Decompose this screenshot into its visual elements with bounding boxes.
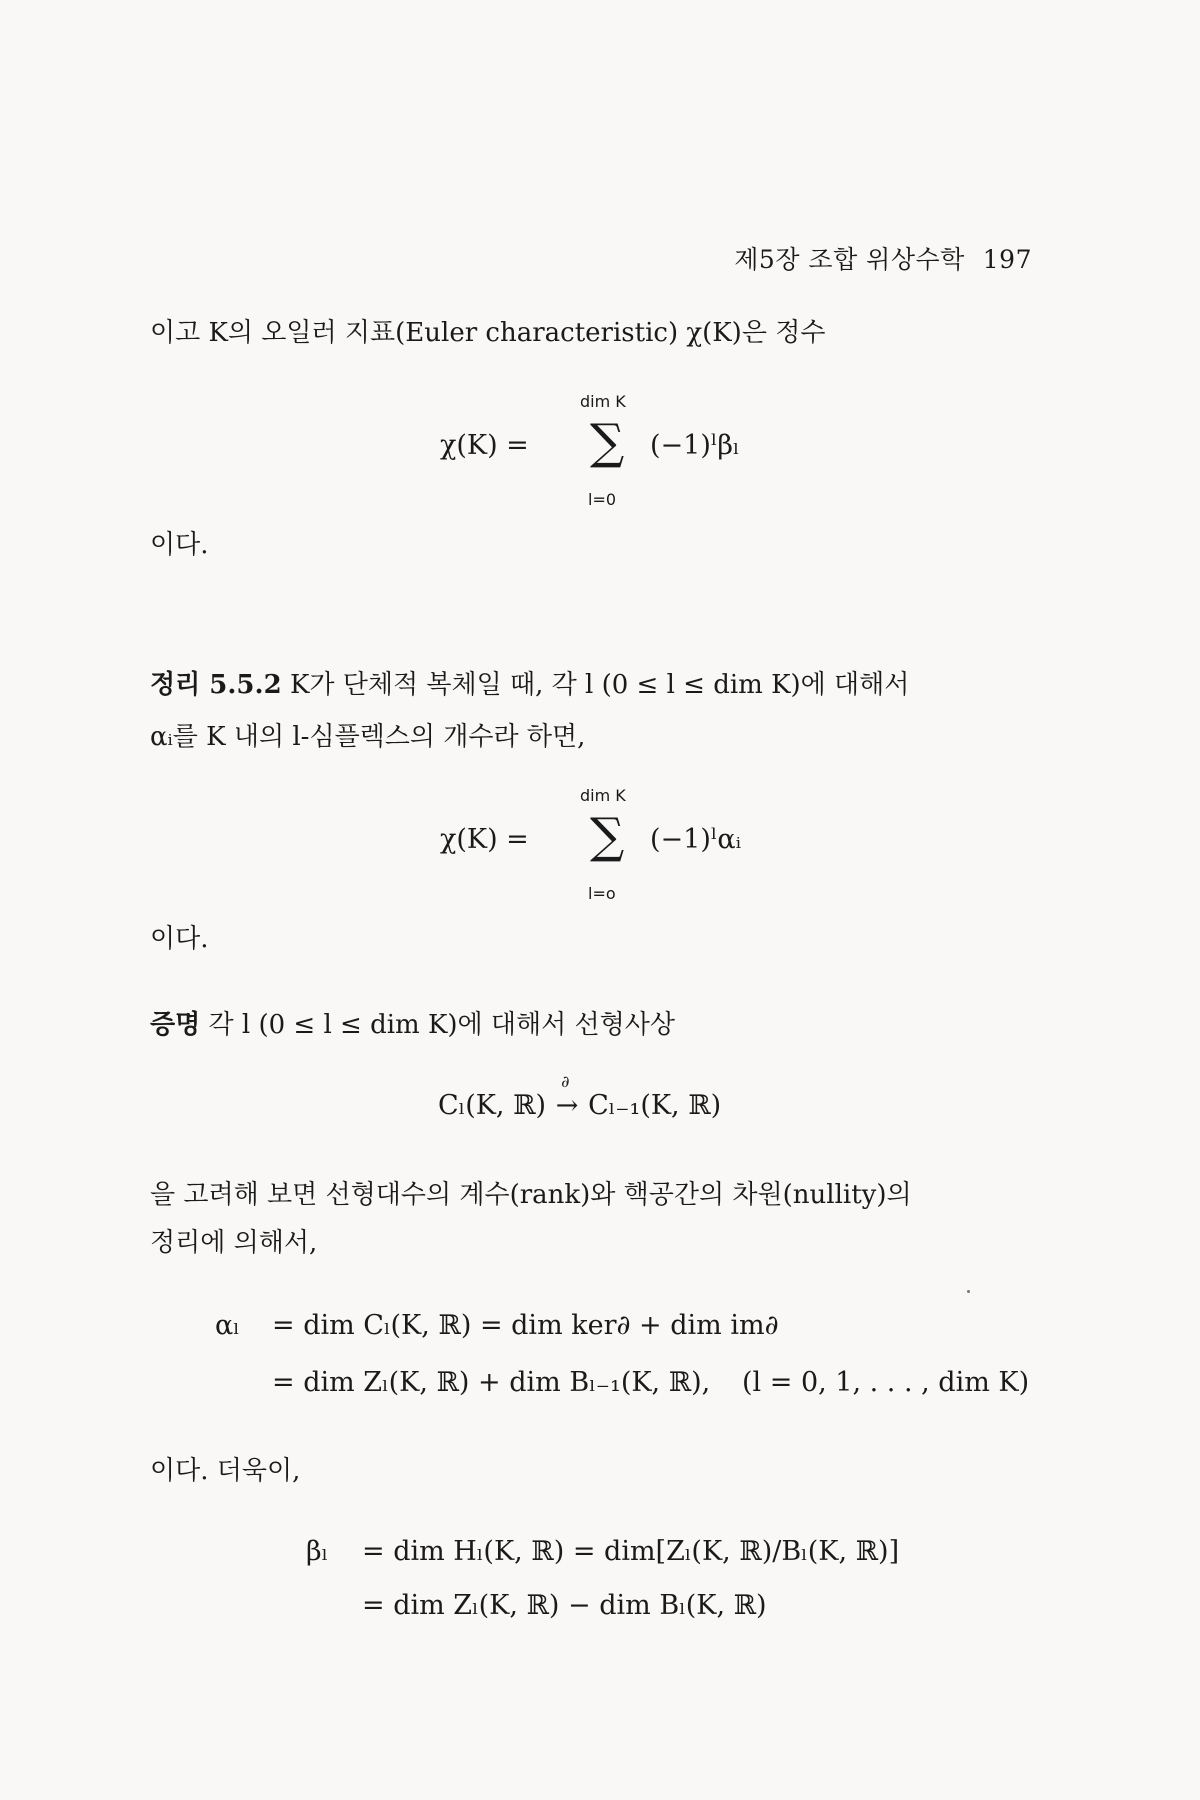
equation-lhs: χ(K) = [440, 824, 529, 855]
beta-row-1: = dim Hₗ(K, ℝ) = dim[Zₗ(K, ℝ)/Bₗ(K, ℝ)] [362, 1536, 900, 1567]
euler-sum-betti [440, 392, 740, 512]
alpha-row-2: = dim Zₗ(K, ℝ) + dim Bₗ₋₁(K, ℝ), [272, 1367, 711, 1398]
equation-rhs: (−1)ˡαᵢ [650, 824, 742, 855]
map-arrow [552, 1072, 582, 1121]
alpha-range: (l = 0, 1, . . . , dim K) [742, 1367, 1030, 1398]
paragraph-line-2: 정리에 의해서, [150, 1228, 318, 1258]
map-codomain: Cₗ₋₁(K, ℝ) [588, 1090, 722, 1121]
intro-line: 이고 K의 오일러 지표(Euler characteristic) χ(K)은 정수 [150, 318, 826, 348]
theorem-line-1 [150, 670, 909, 701]
map-domain: Cₗ(K, ℝ) [438, 1090, 547, 1121]
proof-line [150, 1010, 675, 1041]
partial-symbol: ∂ [561, 1072, 570, 1091]
theorem-statement-1: K가 단체적 복체일 때, 각 l (0 ≤ l ≤ dim K)에 대해서 [289, 670, 910, 700]
ida-moreover-text: 이다. 더욱이, [150, 1456, 301, 1486]
sigma-symbol: ∑ [590, 808, 625, 864]
proof-statement: 각 l (0 ≤ l ≤ dim K)에 대해서 선형사상 [208, 1010, 675, 1040]
equation-lhs: χ(K) = [440, 430, 529, 461]
sum-lower-limit: l=o [588, 884, 616, 903]
paragraph-line-1: 을 고려해 보면 선형대수의 계수(rank)와 핵공간의 차원(nullity)의 [150, 1180, 912, 1210]
alpha-lhs: αₗ [215, 1310, 240, 1341]
theorem-label: 정리 5.5.2 [150, 670, 282, 700]
theorem-line-2: αᵢ를 K 내의 l-심플렉스의 개수라 하면, [150, 722, 586, 752]
running-header [734, 240, 1032, 276]
boundary-map [438, 1072, 722, 1121]
page-number: 197 [982, 245, 1032, 274]
ida-text: 이다. [150, 924, 209, 954]
arrow-symbol: → [555, 1090, 579, 1121]
beta-row-2: = dim Zₗ(K, ℝ) − dim Bₗ(K, ℝ) [362, 1590, 767, 1621]
euler-sum-simplices [440, 786, 740, 906]
ida-text: 이다. [150, 530, 209, 560]
speck [967, 1290, 970, 1293]
proof-label: 증명 [150, 1010, 201, 1040]
sum-upper-limit: dim K [580, 392, 626, 411]
chapter-title: 제5장 조합 위상수학 [734, 245, 965, 274]
sum-lower-limit: l=0 [588, 490, 617, 509]
sum-upper-limit: dim K [580, 786, 626, 805]
alpha-row-1: = dim Cₗ(K, ℝ) = dim ker∂ + dim im∂ [272, 1310, 779, 1341]
equation-rhs: (−1)ˡβₗ [650, 430, 740, 461]
beta-lhs: βₗ [306, 1536, 329, 1567]
sigma-symbol: ∑ [590, 414, 625, 470]
